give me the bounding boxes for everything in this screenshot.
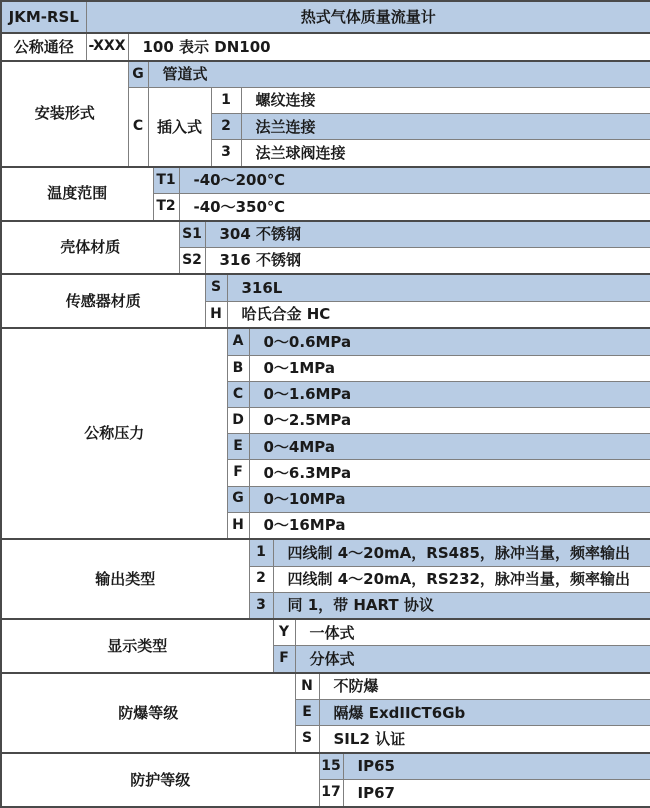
housing-row — [1, 221, 650, 248]
option-code: 1 — [211, 88, 241, 114]
option-desc: 0～10MPa — [249, 486, 650, 512]
spec-label-housing: 壳体材质 — [1, 221, 179, 275]
option-code: G — [128, 61, 148, 88]
option-desc: -40～350℃ — [179, 194, 650, 221]
spec-label-temperature: 温度范围 — [1, 167, 153, 221]
product-title: 热式气体质量流量计 — [86, 1, 650, 33]
option-code: -XXX — [86, 33, 128, 61]
diameter-row — [1, 33, 650, 61]
protection-row — [1, 753, 650, 780]
option-desc: 100 表示 DN100 — [128, 33, 650, 61]
option-desc: 管道式 — [148, 61, 650, 88]
option-code: F — [227, 460, 249, 486]
spec-label-sensor: 传感器材质 — [1, 274, 205, 328]
option-desc: 316 不锈钢 — [205, 248, 650, 275]
output-row — [1, 539, 650, 566]
sensor-row — [1, 274, 650, 301]
option-code: 3 — [211, 140, 241, 167]
option-code: S — [295, 726, 319, 753]
option-code: E — [227, 434, 249, 460]
option-desc: 螺纹连接 — [241, 88, 650, 114]
installation-pipe-row — [1, 61, 650, 88]
option-code: T2 — [153, 194, 179, 221]
option-code: E — [295, 700, 319, 726]
option-desc: IP67 — [343, 780, 650, 807]
option-code: H — [227, 512, 249, 539]
option-desc: 0～2.5MPa — [249, 408, 650, 434]
option-code: S2 — [179, 248, 205, 275]
option-code: 2 — [211, 114, 241, 140]
option-desc: SIL2 认证 — [319, 726, 650, 753]
option-code: 1 — [249, 539, 273, 566]
option-desc: 不防爆 — [319, 673, 650, 700]
option-code: A — [227, 328, 249, 355]
option-code: D — [227, 408, 249, 434]
option-code: 17 — [319, 780, 343, 807]
option-code: C — [128, 88, 148, 167]
spec-label-installation: 安装形式 — [1, 61, 128, 167]
option-desc: -40～200℃ — [179, 167, 650, 194]
option-desc: 隔爆 ExdIICT6Gb — [319, 700, 650, 726]
option-desc: 304 不锈钢 — [205, 221, 650, 248]
option-code: S1 — [179, 221, 205, 248]
option-desc: 0～1MPa — [249, 355, 650, 381]
temperature-row — [1, 167, 650, 194]
option-code: 15 — [319, 753, 343, 780]
model-code: JKM-RSL — [1, 1, 86, 33]
spec-label-pressure: 公称压力 — [1, 328, 227, 539]
spec-label-diameter: 公称通径 — [1, 33, 86, 61]
explosion-row — [1, 673, 650, 700]
option-code: Y — [273, 619, 295, 646]
spec-label-display: 显示类型 — [1, 619, 273, 673]
option-code: 2 — [249, 566, 273, 592]
option-desc: 一体式 — [295, 619, 650, 646]
option-code: S — [205, 274, 227, 301]
option-desc: IP65 — [343, 753, 650, 780]
option-code: G — [227, 486, 249, 512]
spec-label-explosion: 防爆等级 — [1, 673, 295, 753]
option-code: N — [295, 673, 319, 700]
option-desc: 0～0.6MPa — [249, 328, 650, 355]
option-code: H — [205, 301, 227, 328]
display-row — [1, 619, 650, 646]
option-desc: 0～4MPa — [249, 434, 650, 460]
option-desc: 分体式 — [295, 646, 650, 673]
header-row — [1, 1, 650, 33]
option-code: T1 — [153, 167, 179, 194]
option-code: C — [227, 381, 249, 407]
option-desc: 316L — [227, 274, 650, 301]
option-code: 3 — [249, 592, 273, 619]
option-desc: 四线制 4～20mA，RS232，脉冲当量，频率输出 — [273, 566, 650, 592]
option-desc: 0～1.6MPa — [249, 381, 650, 407]
option-desc: 0～16MPa — [249, 512, 650, 539]
option-desc: 0～6.3MPa — [249, 460, 650, 486]
insert-type-name: 插入式 — [148, 88, 211, 167]
option-desc: 哈氏合金 HC — [227, 301, 650, 328]
option-desc: 同 1，带 HART 协议 — [273, 592, 650, 619]
spec-label-protection: 防护等级 — [1, 753, 319, 807]
option-desc: 四线制 4～20mA，RS485，脉冲当量，频率输出 — [273, 539, 650, 566]
option-code: B — [227, 355, 249, 381]
option-desc: 法兰连接 — [241, 114, 650, 140]
spec-label-output: 输出类型 — [1, 539, 249, 619]
option-desc: 法兰球阀连接 — [241, 140, 650, 167]
option-code: F — [273, 646, 295, 673]
pressure-row — [1, 328, 650, 355]
